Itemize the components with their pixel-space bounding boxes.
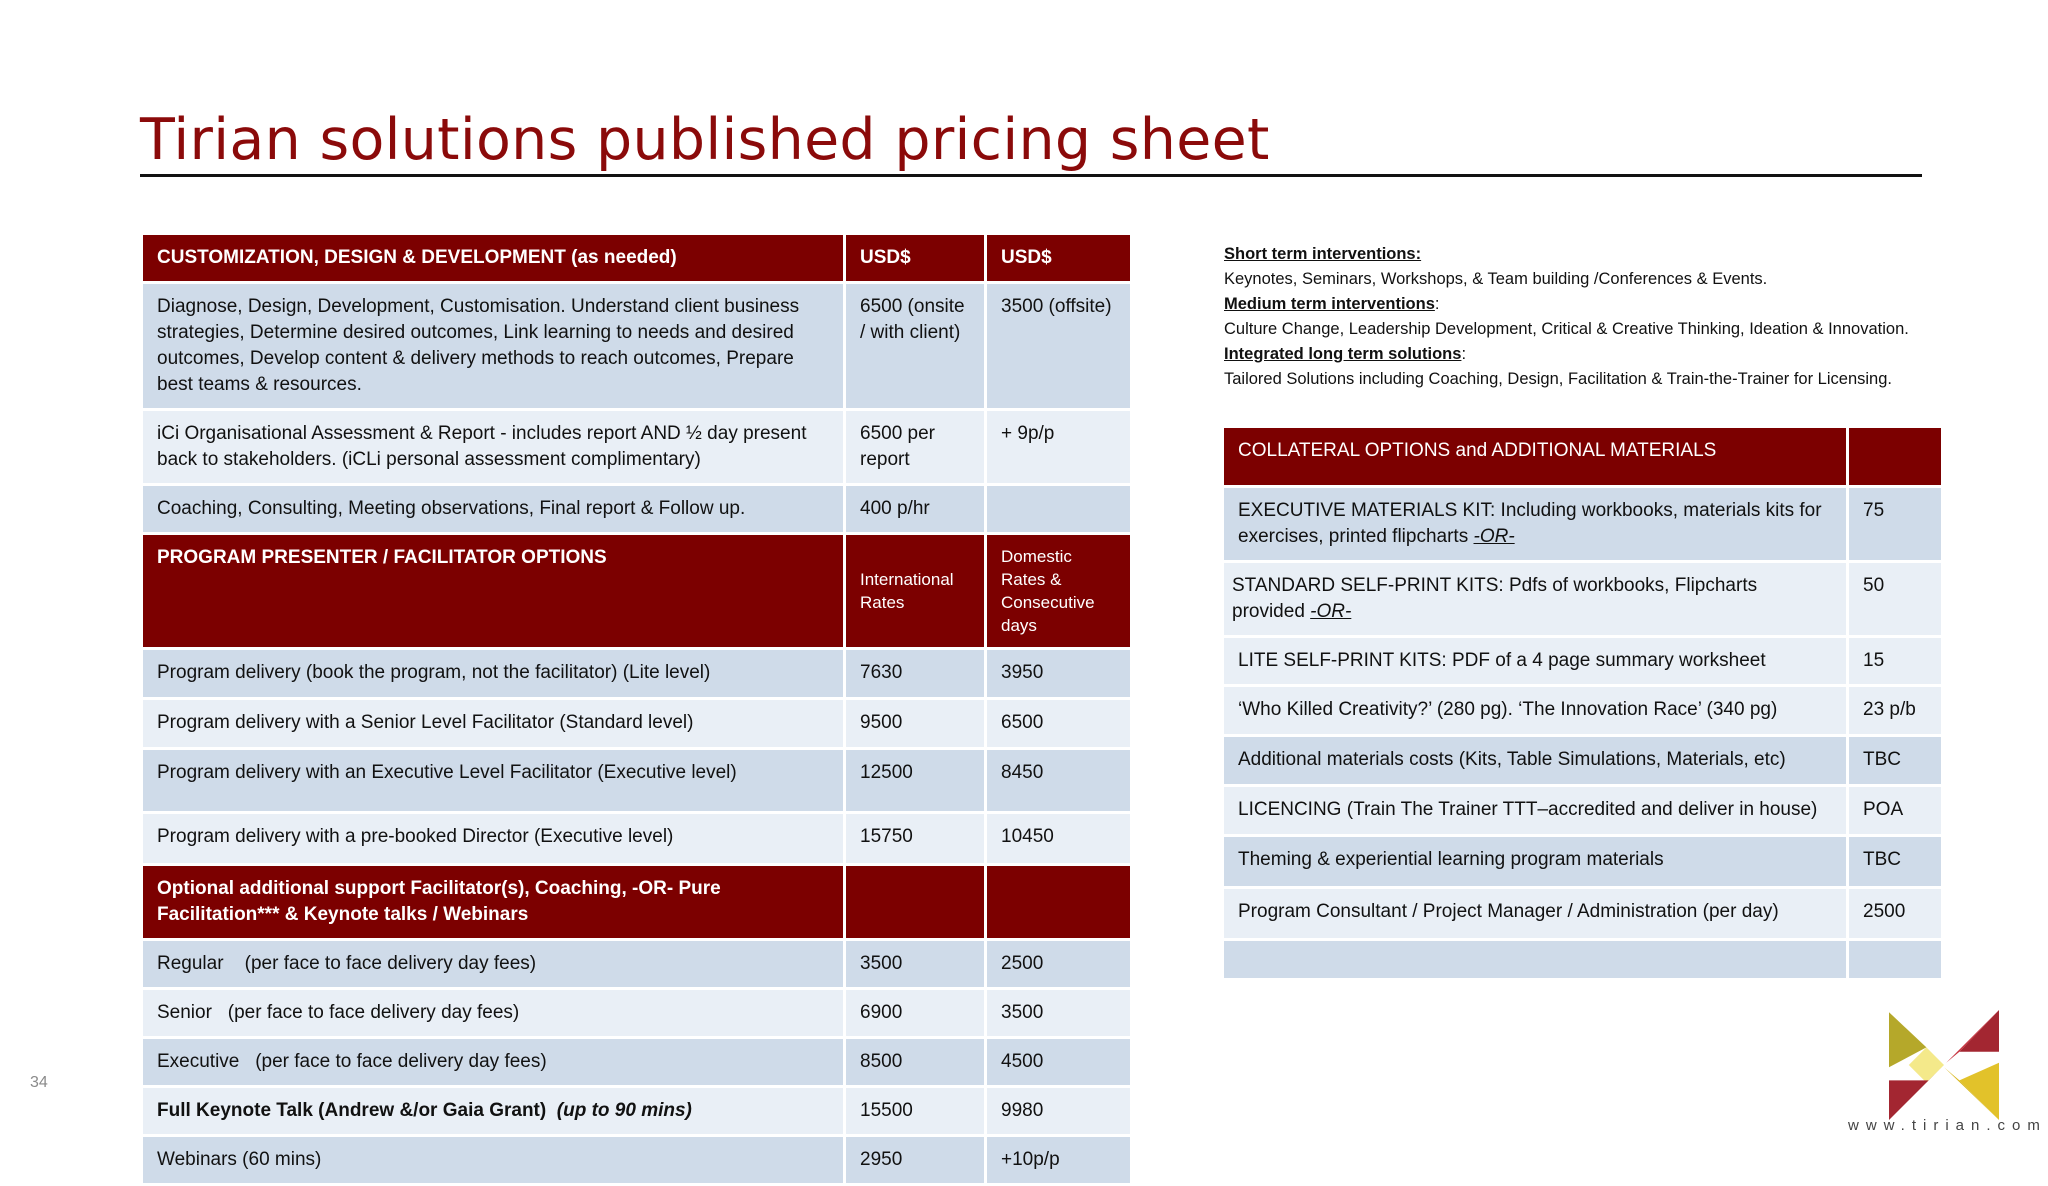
row-label: Senior (per face to face delivery day fees) — [142, 989, 845, 1038]
row-value: TBC — [1848, 836, 1943, 888]
row-value-2: + 9p/p — [986, 410, 1132, 485]
long-term-text: Tailored Solutions including Coaching, Design, Facilitation & Train-the-Trainer for Licensing. — [1224, 370, 1892, 388]
table-row — [142, 649, 1132, 699]
row-label: LITE SELF-PRINT KITS: PDF of a 4 page summary worksheet — [1223, 637, 1848, 686]
row-value-1: 6500 (onsite / with client) — [845, 283, 986, 410]
long-term-heading: Integrated long term solutions — [1224, 345, 1462, 363]
row-label: Program delivery with an Executive Level Facilitator (Executive level) — [142, 749, 845, 813]
row-value-2: 10450 — [986, 813, 1132, 865]
row-value-1: 6900 — [845, 989, 986, 1038]
row-value: POA — [1848, 786, 1943, 836]
presenter-header: PROGRAM PRESENTER / FACILITATOR OPTIONS — [142, 534, 845, 649]
table-row — [1223, 637, 1943, 686]
international-rates-header: International Rates — [845, 534, 986, 649]
keynote-row-label — [142, 1087, 845, 1136]
table-row — [142, 813, 1132, 865]
row-label: Executive (per face to face delivery day fees) — [142, 1038, 845, 1087]
table-row — [142, 699, 1132, 749]
row-value-2: 3500 (offsite) — [986, 283, 1132, 410]
row-value-2: +10p/p — [986, 1136, 1132, 1185]
table-row — [1223, 562, 1943, 637]
row-label: ‘Who Killed Creativity?’ (280 pg). ‘The Innovation Race’ (340 pg) — [1223, 686, 1848, 736]
or-label: -OR- — [1473, 526, 1515, 547]
table-row — [142, 1038, 1132, 1087]
row-value-1: 400 p/hr — [845, 485, 986, 534]
table-row — [1223, 786, 1943, 836]
table-row — [142, 283, 1132, 410]
row-value-2: 3950 — [986, 649, 1132, 699]
optional-header: Optional additional support Facilitator(s), Coaching, -OR- Pure Facilitation*** & Keynote talks / Webinars — [142, 865, 845, 940]
row-label — [1223, 562, 1848, 637]
tirian-logo-icon — [1888, 1010, 2000, 1120]
short-term-heading: Short term interventions: — [1224, 245, 1422, 263]
medium-term-text: Culture Change, Leadership Development, Critical & Creative Thinking, Ideation & Innovation. — [1224, 320, 1909, 338]
medium-term-line: Medium term interventions: — [1224, 295, 1440, 313]
row-value: 23 p/b — [1848, 686, 1943, 736]
row-value-1: 9500 — [845, 699, 986, 749]
short-term-text: Keynotes, Seminars, Workshops, & Team building /Conferences & Events. — [1224, 270, 1768, 288]
table-row — [1223, 888, 1943, 940]
row-value-1: 3500 — [845, 940, 986, 989]
keynote-label: Full Keynote Talk (Andrew &/or Gaia Grant) — [157, 1100, 547, 1121]
row-value: 2500 — [1848, 888, 1943, 940]
collateral-header: COLLATERAL OPTIONS and ADDITIONAL MATERIALS — [1223, 427, 1848, 487]
presenter-header-row — [142, 534, 1132, 649]
row-value-1: 2950 — [845, 1136, 986, 1185]
row-label: Program delivery with a pre-booked Director (Executive level) — [142, 813, 845, 865]
optional-header-row — [142, 865, 1132, 940]
table-row — [142, 485, 1132, 534]
kit-label: STANDARD SELF-PRINT KITS: Pdfs of workbooks, Flipcharts provided — [1232, 575, 1758, 622]
row-value-1: 6500 per report — [845, 410, 986, 485]
domestic-rates-header: Domestic Rates & Consecutive days — [986, 534, 1132, 649]
table-row — [142, 1087, 1132, 1136]
table-row — [1223, 836, 1943, 888]
row-label: Program delivery with a Senior Level Facilitator (Standard level) — [142, 699, 845, 749]
row-value: 15 — [1848, 637, 1943, 686]
row-label: Regular (per face to face delivery day fees) — [142, 940, 845, 989]
medium-term-heading: Medium term interventions — [1224, 295, 1435, 313]
customization-header-row — [142, 234, 1132, 283]
row-label: Diagnose, Design, Development, Customisation. Understand client business strategies, Determine desired outcomes, Link learning to needs and desired outcomes, Develop content & delivery methods to reach outcomes, Prepare best teams & resources. — [142, 283, 845, 410]
row-label — [1223, 487, 1848, 562]
table-row — [142, 940, 1132, 989]
row-label: Program Consultant / Project Manager / Administration (per day) — [1223, 888, 1848, 940]
row-label: iCi Organisational Assessment & Report - includes report AND ½ day present back to stakeholders. (iCLi personal assessment complimentary) — [142, 410, 845, 485]
row-value: TBC — [1848, 736, 1943, 786]
row-value-2: 2500 — [986, 940, 1132, 989]
customization-header: CUSTOMIZATION, DESIGN & DEVELOPMENT (as needed) — [142, 234, 845, 283]
pricing-table — [140, 232, 1133, 1186]
collateral-header-value — [1848, 427, 1943, 487]
table-row — [1223, 940, 1943, 980]
row-value-2: 4500 — [986, 1038, 1132, 1087]
row-value-2: 9980 — [986, 1087, 1132, 1136]
kit-label: EXECUTIVE MATERIALS KIT: Including workbooks, materials kits for exercises, printed flipcharts — [1238, 500, 1822, 547]
long-term-line: Integrated long term solutions: — [1224, 345, 1467, 363]
row-value: 50 — [1848, 562, 1943, 637]
or-label: -OR- — [1310, 601, 1352, 622]
row-label: Additional materials costs (Kits, Table Simulations, Materials, etc) — [1223, 736, 1848, 786]
table-row — [142, 989, 1132, 1038]
row-value-2: 3500 — [986, 989, 1132, 1038]
slide-number: 34 — [30, 1074, 48, 1091]
table-row — [1223, 736, 1943, 786]
usd-header-1: USD$ — [845, 234, 986, 283]
row-value-1: 8500 — [845, 1038, 986, 1087]
row-label: Webinars (60 mins) — [142, 1136, 845, 1185]
page-title: Tirian solutions published pricing sheet — [140, 107, 1270, 173]
row-value-1: 15750 — [845, 813, 986, 865]
intervention-notes — [1224, 242, 1909, 392]
optional-header-col2 — [986, 865, 1132, 940]
row-value-1: 12500 — [845, 749, 986, 813]
keynote-duration: (up to 90 mins) — [556, 1100, 692, 1121]
row-label: Coaching, Consulting, Meeting observations, Final report & Follow up. — [142, 485, 845, 534]
collateral-header-row — [1223, 427, 1943, 487]
website-url: www.tirian.com — [1848, 1117, 2047, 1134]
row-label: LICENCING (Train The Trainer TTT–accredited and deliver in house) — [1223, 786, 1848, 836]
table-row — [1223, 686, 1943, 736]
row-label: Program delivery (book the program, not the facilitator) (Lite level) — [142, 649, 845, 699]
row-value-1: 7630 — [845, 649, 986, 699]
row-label: Theming & experiential learning program materials — [1223, 836, 1848, 888]
row-value-1: 15500 — [845, 1087, 986, 1136]
row-value — [1848, 940, 1943, 980]
optional-header-col1 — [845, 865, 986, 940]
table-row — [142, 1136, 1132, 1185]
row-label — [1223, 940, 1848, 980]
title-underline — [140, 174, 1922, 177]
table-row — [142, 749, 1132, 813]
usd-header-2: USD$ — [986, 234, 1132, 283]
row-value: 75 — [1848, 487, 1943, 562]
row-value-2 — [986, 485, 1132, 534]
row-value-2: 8450 — [986, 749, 1132, 813]
row-value-2: 6500 — [986, 699, 1132, 749]
table-row — [142, 410, 1132, 485]
table-row — [1223, 487, 1943, 562]
collateral-table — [1221, 425, 1944, 981]
